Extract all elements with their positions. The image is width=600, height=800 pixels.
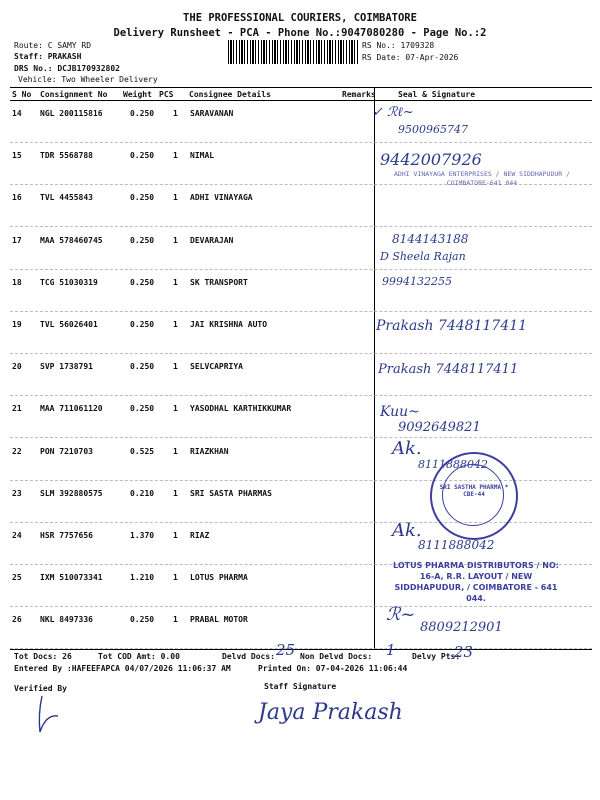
row-consignee: JAI KRISHNA AUTO [190,320,268,329]
row-weight: 0.525 [130,446,155,456]
row-pcs: 1 [173,320,178,329]
row-pcs: 1 [173,488,178,498]
row-consignment: IXM 510073341 [40,573,103,583]
sig-row14: 9500965747 [398,123,468,136]
row-consignment: NGL 200115816 [40,109,103,118]
row-pcs: 1 [173,446,178,456]
staff-signature: Jaya Prakash [258,700,403,725]
row-consignment: HSR 7757656 [40,531,93,540]
col-remarks: Remarks [342,90,376,99]
sig-row17b: D Sheela Rajan [380,250,466,263]
delivery-points: Delvy Pts: [412,652,461,661]
table-row [0,523,600,565]
row-sno: 20 [12,362,22,372]
row-sno: 16 [12,193,22,203]
row-consignment: TVL 4455843 [40,193,93,203]
delivery-points-count: 23 [454,643,474,661]
sig-row18: 9994132255 [382,275,452,288]
sig-row21: 9092649821 [398,420,481,435]
row-weight: 0.250 [130,404,155,414]
company-title: THE PROFESSIONAL COURIERS, COIMBATORE [183,12,417,24]
row-consignee: YASODHAL KARTHIKKUMAR [190,404,292,414]
row-weight: 0.250 [130,362,155,372]
delivered-docs: Delvd Docs: [222,652,275,661]
row-consignee: PRABAL MOTOR [190,615,248,625]
row-weight: 0.250 [130,151,155,161]
staff: Staff: PRAKASH [14,52,82,61]
col-weight: Weight [123,90,152,99]
row-consignment: TVL 56026401 [40,320,98,329]
row-consignee: RIAZKHAN [190,446,229,456]
row-pcs: 1 [173,531,178,540]
row-weight: 0.250 [130,277,155,287]
delivered-count: 25 [276,641,296,659]
row-weight: 1.210 [130,573,155,583]
row-weight: 0.250 [130,320,155,329]
row-consignee: SARAVANAN [190,109,234,118]
col-consignment: Consignment No [40,90,108,99]
row-pcs: 1 [173,362,178,372]
rs-date: RS Date: 07-Apr-2026 [362,53,459,62]
entered-by: Entered By :HAFEEFAPCA 04/07/2026 11:06:37 AM [14,664,231,673]
row-sno: 19 [12,320,22,329]
row-weight: 0.250 [130,193,155,203]
total-cod: Tot COD Amt: 0.00 [98,652,180,661]
row-consignment: MAA 578460745 [40,235,103,245]
sig-row26: 8809212901 [420,620,503,635]
vehicle: Vehicle: Two Wheeler Delivery [18,75,158,84]
row-consignee: SELVCAPRIYA [190,362,243,372]
row-consignee: ADHI VINAYAGA [190,193,253,203]
col-sno: S No [12,90,32,99]
row-consignment: TDR 5568788 [40,151,93,161]
non-delivered-docs: Non Delvd Docs: [300,652,373,661]
row-consignment: NKL 8497336 [40,615,93,625]
row-sno: 23 [12,488,22,498]
row-sno: 18 [12,277,22,287]
row-consignee: DEVARAJAN [190,235,234,245]
row-sno: 15 [12,151,22,161]
table-row [0,228,600,270]
sig-row24: 8111888042 [418,538,495,552]
row-pcs: 1 [173,109,178,118]
table-bottom-border [10,649,592,650]
round-stamp: SRI SASTHA PHARMA * CBE-44 [430,452,518,540]
total-docs: Tot Docs: 26 [14,652,72,661]
col-pcs: PCS [159,90,174,99]
row-weight: 1.370 [130,531,155,540]
runsheet-subtitle: Delivery Runsheet - PCA - Phone No.:9047080280 - Page No.:2 [113,27,487,39]
row-consignee: NIMAL [190,151,215,161]
sig-row22: 8111888042 [418,458,488,471]
row-pcs: 1 [173,573,178,583]
col-consignee: Consignee Details [189,90,271,99]
row-pcs: 1 [173,235,178,245]
row-consignee: SK TRANSPORT [190,277,248,287]
route: Route: C SAMY RD [14,41,92,50]
row-sno: 21 [12,404,22,414]
row-consignment: SLM 392880575 [40,488,103,498]
row-pcs: 1 [173,615,178,625]
row-weight: 0.250 [130,615,155,625]
stamp-row16: ADHI VINAYAGA ENTERPRISES / NEW SIDDHAPUDUR / COIMBATORE-641 044 [393,170,571,187]
row-sno: 17 [12,235,22,245]
stamp-row25: LOTUS PHARMA DISTRIBUTORS / NO: 16-A, R.R. LAYOUT / NEW SIDDHAPUDUR, / COIMBATORE - 641 044. [393,561,559,603]
row-weight: 0.250 [130,109,155,118]
row-weight: 0.250 [130,235,155,245]
printed-on: Printed On: 07-04-2026 11:06:44 [258,664,408,673]
sig-row17: 8144143188 [392,232,469,246]
row-consignee: RIAZ [190,531,210,540]
verified-signature [22,694,62,736]
barcode [228,40,358,64]
table-row [0,185,600,227]
row-consignment: PON 7210703 [40,446,93,456]
rs-number: RS No.: 1709328 [362,41,435,50]
table-row [0,270,600,312]
sig-row20: Prakash 7448117411 [378,362,519,377]
row-sno: 25 [12,573,22,583]
row-sno: 14 [12,109,22,118]
col-seal-signature: Seal & Signature [398,90,476,99]
row-consignee: LOTUS PHARMA [190,573,248,583]
row-sno: 24 [12,531,22,540]
verified-by-label: Verified By [14,684,67,693]
table-row [0,607,600,649]
row-pcs: 1 [173,404,178,414]
non-delivered-count: 1 [386,641,396,659]
row-consignment: MAA 711061120 [40,404,103,414]
staff-signature-label: Staff Signature [264,682,337,691]
row-consignment: SVP 1738791 [40,362,93,372]
row-weight: 0.210 [130,488,155,498]
row-pcs: 1 [173,151,178,161]
table-row [0,396,600,438]
drs-number: DRS No.: DCJB170932802 [14,64,120,73]
row-consignment: TCG 51030319 [40,277,98,287]
row-pcs: 1 [173,277,178,287]
row-consignee: SRI SASTA PHARMAS [190,488,272,498]
row-sno: 22 [12,446,22,456]
sig-row15: 9442007926 [380,150,482,169]
sig-row19: Prakash 7448117411 [376,318,528,334]
row-sno: 26 [12,615,22,625]
row-pcs: 1 [173,193,178,203]
table-top-border [10,87,592,88]
table-row [0,101,600,143]
